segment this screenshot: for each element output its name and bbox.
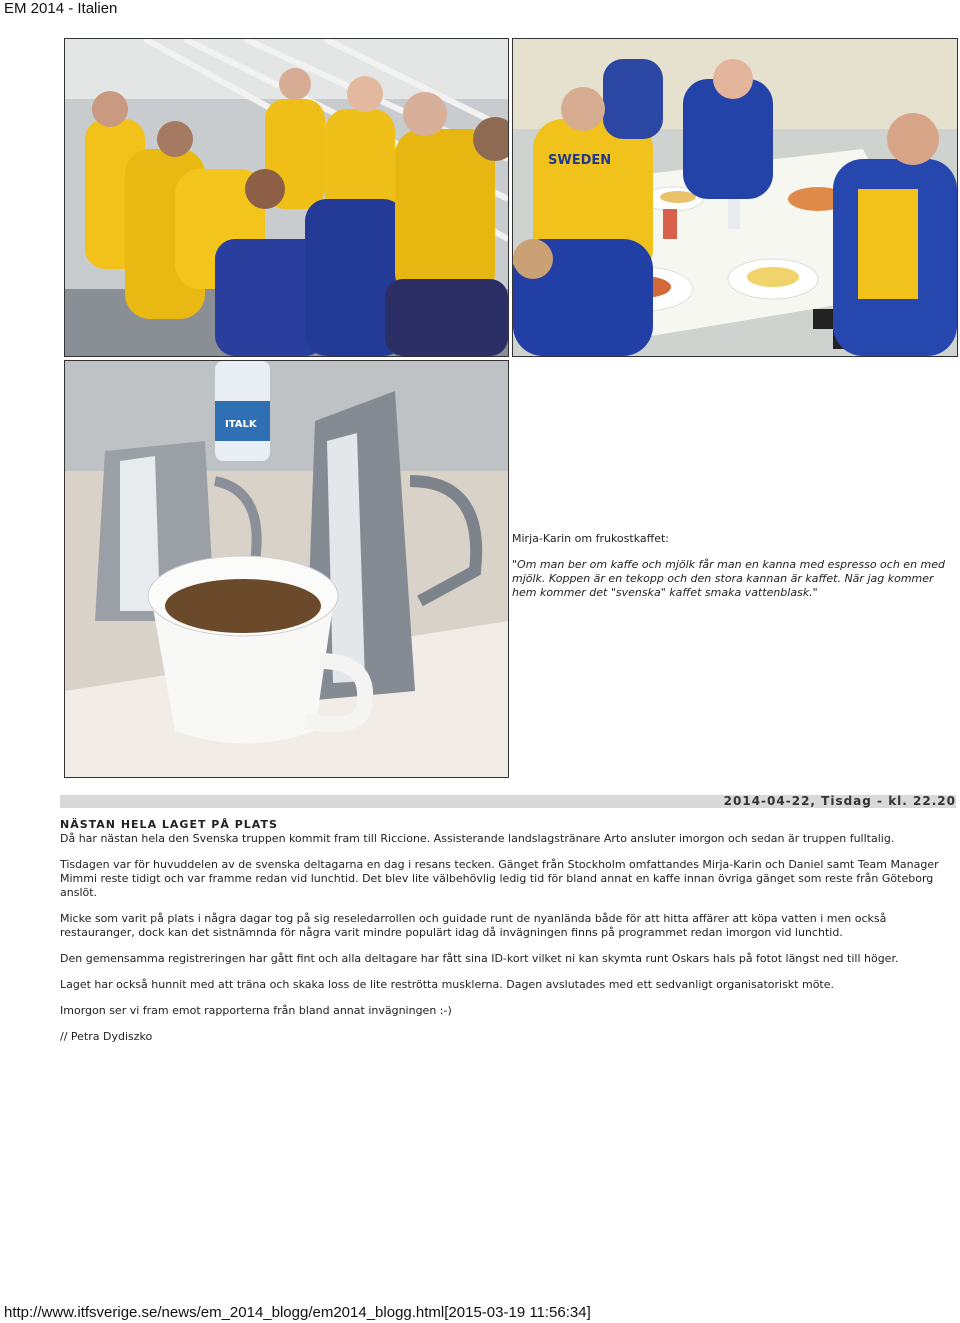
page-title: EM 2014 - Italien: [4, 0, 118, 17]
post-paragraph: Tisdagen var för huvuddelen av de svenska deltagarna en dag i resans tecken. Gänget från Stockholm omfattandes Mirja-Karin och Daniel samt Team Manager Mimmi reste tidigt och var framme redan vid lunchtid. Det blev lite välbehövlig ledig tid för bland annat en kaffe innan övriga gänget som reste från Göteborg anslöt.: [60, 858, 939, 899]
date-bar: [60, 795, 956, 808]
coffee-photo: [64, 360, 509, 778]
post-title: NÄSTAN HELA LAGET PÅ PLATS: [60, 818, 278, 831]
post-date: 2014-04-22, Tisdag - kl. 22.20: [723, 794, 956, 808]
post-paragraph: Imorgon ser vi fram emot rapporterna från bland annat invägningen :-): [60, 1004, 452, 1017]
post-paragraph: Micke som varit på plats i några dagar tog på sig reseledarrollen och guidade runt de nyanlända både för att hitta affärer att köpa vatten i men också restauranger, dock kan det sistnämnda för några varit mindre populärt idag då invägningen finns på programmet redan imorgon vid lunchtid.: [60, 912, 887, 939]
post-paragraph: Den gemensamma registreringen har gått fint och alla deltagare har fått sina ID-kort vilket ni kan skymta runt Oskars hals på fotot längst ned till höger.: [60, 952, 899, 965]
caption-quote: "Om man ber om kaffe och mjölk får man en kanna med espresso och en med mjölk. Koppen är en tekopp och den stora kannan är kaffet. När jag kommer hem kommer det "svenska" kaffet smaka vattenblask.": [512, 558, 946, 599]
jacket-text: SWEDEN: [548, 153, 612, 168]
post-signature: // Petra Dydiszko: [60, 1030, 153, 1043]
post-paragraph: Laget har också hunnit med att träna och skaka loss de lite reströtta musklerna. Dagen avslutades med ett sedvanligt organisatoriskt möte.: [60, 978, 835, 991]
photo-caption: [512, 532, 952, 612]
caption-intro: Mirja-Karin om frukostkaffet:: [512, 532, 669, 545]
post-paragraph: Då har nästan hela den Svenska truppen kommit fram till Riccione. Assisterande landslagstränare Arto ansluter imorgon och sedan är truppen fulltalig.: [60, 832, 895, 845]
source-url: http://www.itfsverige.se/news/em_2014_blogg/em2014_blogg.html[2015-03-19 11:56:34]: [4, 1304, 591, 1321]
lunch-photo: [512, 38, 958, 357]
bottle-text: ITALK: [225, 419, 257, 430]
blog-post: [60, 818, 955, 1056]
team-photo: [64, 38, 509, 357]
